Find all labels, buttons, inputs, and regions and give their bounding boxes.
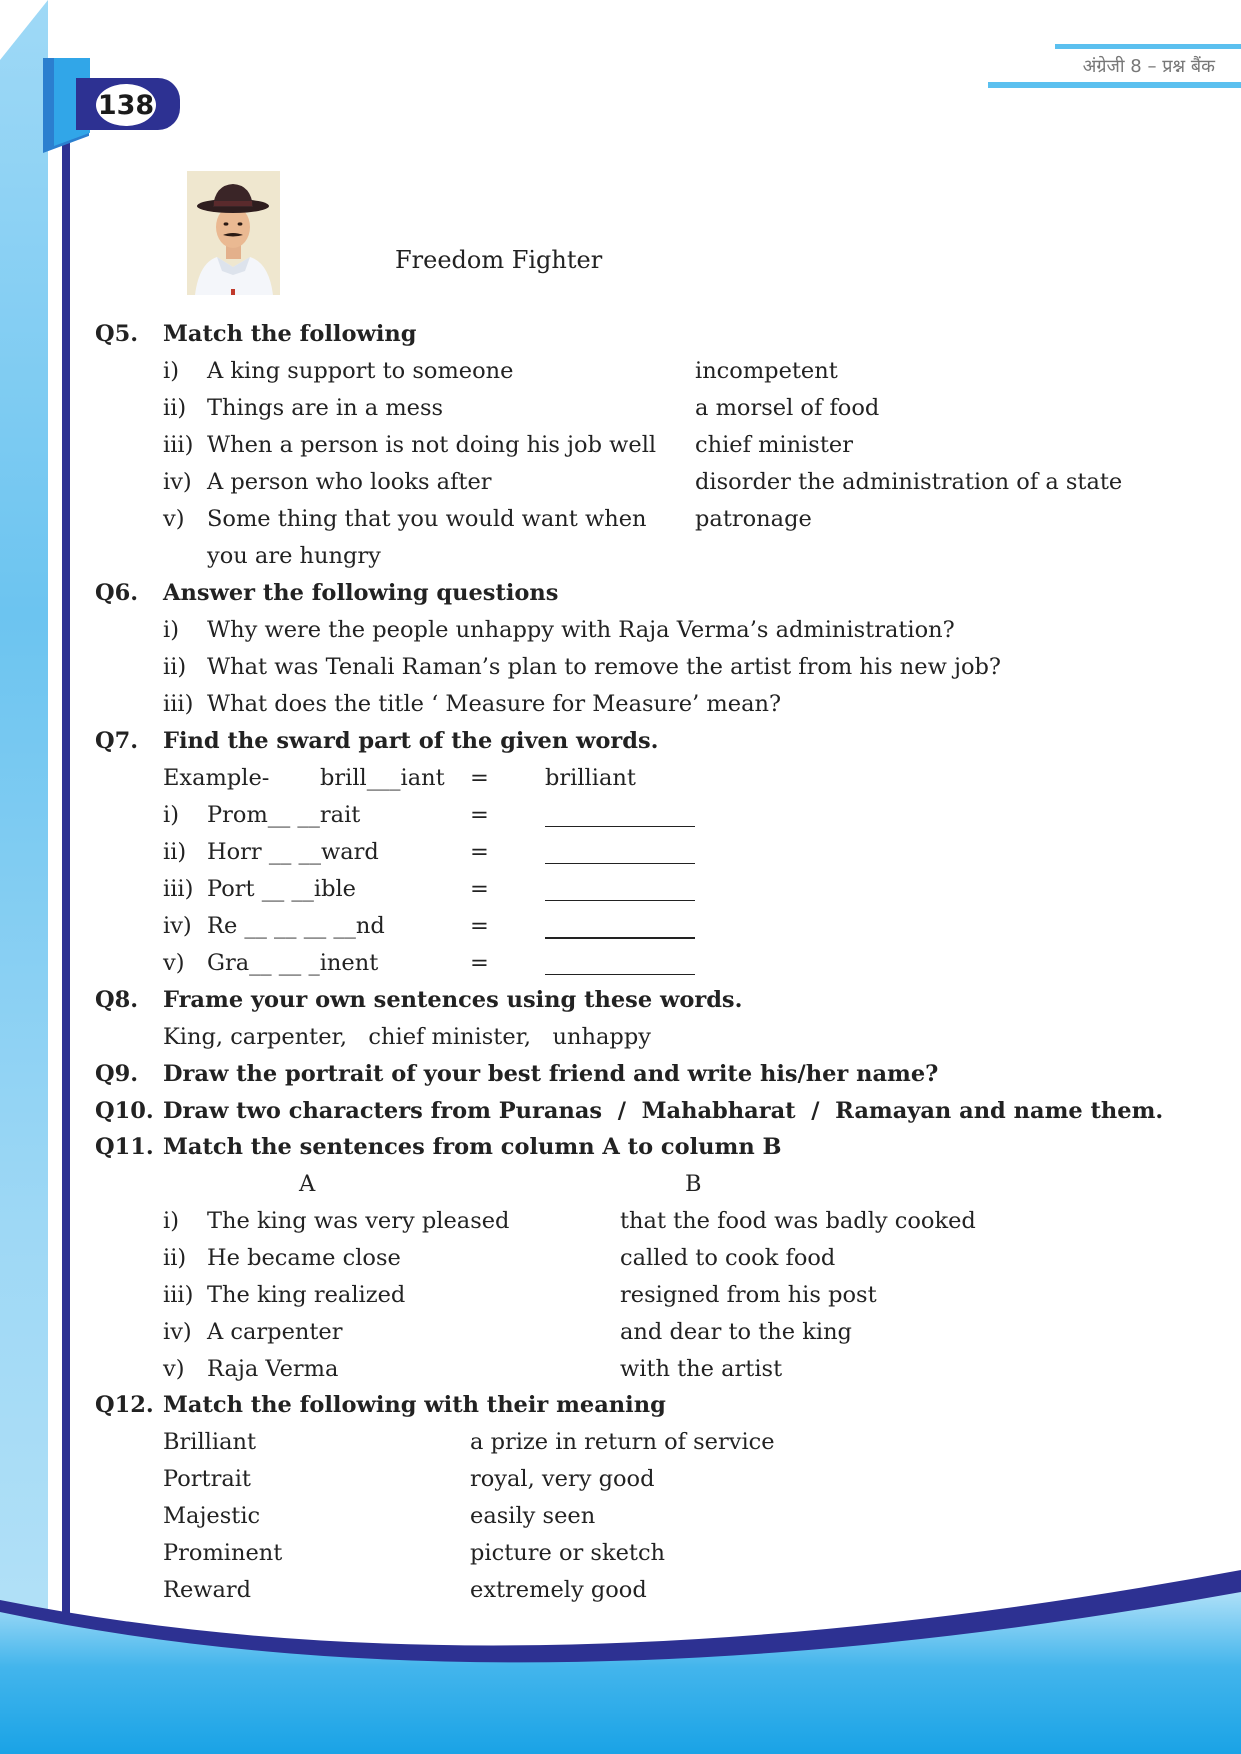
running-header: अंग्रेजी 8 – प्रश्न बैंक — [1082, 56, 1215, 77]
q11-item-b: called to cook food — [620, 1245, 836, 1271]
q5-item-right: patronage — [695, 506, 812, 532]
portrait-illustration — [187, 171, 280, 295]
q6-number: Q6. — [95, 580, 139, 606]
q12-word: Prominent — [163, 1540, 283, 1566]
q12-meaning: easily seen — [470, 1503, 596, 1529]
q5-item-left-continued: you are hungry — [207, 543, 381, 569]
q11-item-index: ii) — [163, 1245, 187, 1271]
q11-column-b-header: B — [685, 1171, 702, 1197]
answer-blank-line[interactable] — [545, 937, 695, 939]
q5-number: Q5. — [95, 321, 139, 347]
q5-item-index: i) — [163, 358, 179, 384]
q11-item-a: A carpenter — [207, 1319, 343, 1345]
q6-item-index: iii) — [163, 691, 194, 717]
q5-item-index: v) — [163, 506, 185, 532]
q5-item-left: A person who looks after — [207, 469, 492, 495]
q12-word: Portrait — [163, 1466, 251, 1492]
q6-item-index: i) — [163, 617, 179, 643]
q5-item-left: Things are in a mess — [207, 395, 444, 421]
q11-title: Match the sentences from column A to column B — [163, 1134, 782, 1160]
q11-item-a: Raja Verma — [207, 1356, 339, 1382]
q7-example-answer: brilliant — [545, 765, 636, 791]
q11-item-a: The king realized — [207, 1282, 406, 1308]
q9-number: Q9. — [95, 1061, 139, 1087]
q7-example-label: Example- — [163, 765, 270, 791]
q7-item-index: i) — [163, 802, 179, 828]
answer-blank-line[interactable] — [545, 863, 695, 864]
q5-item-left: A king support to someone — [207, 358, 514, 384]
freedom-fighter-portrait — [187, 171, 280, 295]
q7-number: Q7. — [95, 728, 139, 754]
q6-item-text: What was Tenali Raman’s plan to remove the artist from his new job? — [207, 654, 1001, 680]
q7-item-index: iv) — [163, 913, 192, 939]
q6-item-text: What does the title ‘ Measure for Measure’ mean? — [207, 691, 782, 717]
q7-item-word: Port __ __ible — [207, 876, 356, 902]
answer-blank-line[interactable] — [545, 900, 695, 901]
q10-number: Q10. — [95, 1098, 154, 1124]
q5-item-right: incompetent — [695, 358, 838, 384]
answer-blank-line[interactable] — [545, 974, 695, 975]
left-decor-corner — [0, 0, 48, 60]
q11-number: Q11. — [95, 1134, 154, 1160]
q7-item-index: iii) — [163, 876, 194, 902]
q7-example-equals: = — [470, 765, 489, 791]
left-decor-band — [0, 0, 48, 1754]
q5-item-index: iii) — [163, 432, 194, 458]
q5-item-right: chief minister — [695, 432, 853, 458]
q12-word: Reward — [163, 1577, 252, 1603]
figure-caption: Freedom Fighter — [395, 246, 603, 274]
page-number: 138 — [96, 84, 156, 126]
q11-item-a: He became close — [207, 1245, 401, 1271]
q8-title: Frame your own sentences using these words. — [163, 987, 743, 1013]
left-margin-line — [62, 60, 70, 1620]
q7-title: Find the sward part of the given words. — [163, 728, 659, 754]
q11-item-a: The king was very pleased — [207, 1208, 510, 1234]
q11-column-a-header: A — [299, 1171, 316, 1197]
q11-item-b: resigned from his post — [620, 1282, 877, 1308]
q12-meaning: extremely good — [470, 1577, 647, 1603]
q12-word: Brilliant — [163, 1429, 257, 1455]
q5-item-left: When a person is not doing his job well — [207, 432, 657, 458]
q7-item-word: Prom__ __rait — [207, 802, 361, 828]
q11-item-index: i) — [163, 1208, 179, 1234]
q5-item-index: iv) — [163, 469, 192, 495]
q5-item-left: Some thing that you would want when — [207, 506, 647, 532]
q7-item-equals: = — [470, 876, 489, 902]
q6-item-index: ii) — [163, 654, 187, 680]
q12-number: Q12. — [95, 1392, 154, 1418]
answer-blank-line[interactable] — [545, 826, 695, 827]
q7-item-index: ii) — [163, 839, 187, 865]
q12-meaning: picture or sketch — [470, 1540, 666, 1566]
q7-item-word: Re __ __ __ __nd — [207, 913, 385, 939]
q11-item-index: iii) — [163, 1282, 194, 1308]
q11-item-b: that the food was badly cooked — [620, 1208, 976, 1234]
q10-title: Draw two characters from Puranas / Mahabharat / Ramayan and name them. — [163, 1098, 1164, 1124]
q6-item-text: Why were the people unhappy with Raja Verma’s administration? — [207, 617, 955, 643]
q9-title: Draw the portrait of your best friend and write his/her name? — [163, 1061, 939, 1087]
q5-item-index: ii) — [163, 395, 187, 421]
q11-item-index: v) — [163, 1356, 185, 1382]
q5-item-right: disorder the administration of a state — [695, 469, 1123, 495]
q7-item-equals: = — [470, 950, 489, 976]
q12-meaning: a prize in return of service — [470, 1429, 775, 1455]
q8-word-list: King, carpenter, chief minister, unhappy — [163, 1024, 651, 1050]
q5-item-right: a morsel of food — [695, 395, 880, 421]
q7-item-equals: = — [470, 839, 489, 865]
header-rule-top — [1055, 44, 1241, 49]
q7-item-word: Horr __ __ward — [207, 839, 379, 865]
q12-title: Match the following with their meaning — [163, 1392, 666, 1418]
q11-item-b: with the artist — [620, 1356, 783, 1382]
q11-item-b: and dear to the king — [620, 1319, 852, 1345]
q6-title: Answer the following questions — [163, 580, 559, 606]
q11-item-index: iv) — [163, 1319, 192, 1345]
bottom-wave-decoration — [0, 1560, 1241, 1754]
q7-item-equals: = — [470, 913, 489, 939]
q7-item-index: v) — [163, 950, 185, 976]
q8-number: Q8. — [95, 987, 139, 1013]
q12-word: Majestic — [163, 1503, 261, 1529]
header-rule-bottom — [988, 82, 1241, 88]
q5-title: Match the following — [163, 321, 417, 347]
q7-item-word: Gra__ __ _inent — [207, 950, 379, 976]
q7-item-equals: = — [470, 802, 489, 828]
q12-meaning: royal, very good — [470, 1466, 655, 1492]
q7-example-word: brill___iant — [320, 765, 445, 791]
